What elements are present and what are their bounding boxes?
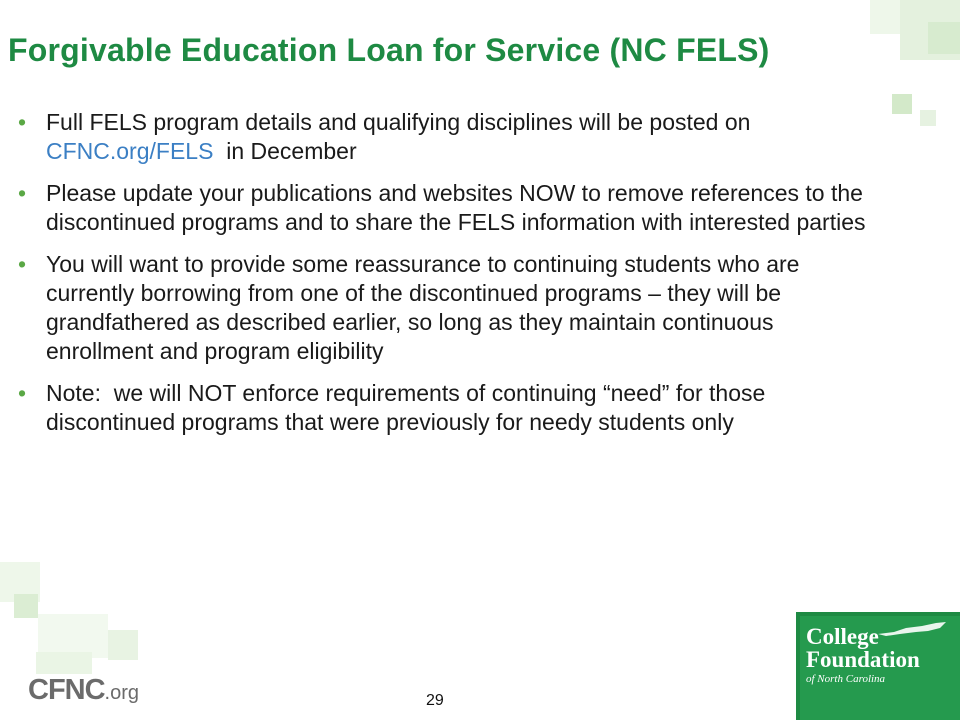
bullet-dot: • xyxy=(18,109,27,135)
decorative-square xyxy=(36,652,92,674)
cf-logo-line3: of North Carolina xyxy=(806,673,886,685)
decorative-square xyxy=(14,594,38,618)
bullet-text: in December xyxy=(213,138,357,164)
decorative-square xyxy=(920,110,936,126)
decorative-square xyxy=(108,630,138,660)
decorative-square xyxy=(892,94,912,114)
cfnc-logo xyxy=(28,674,139,707)
bullet-dot: • xyxy=(18,251,27,277)
fels-link[interactable]: CFNC.org/FELS xyxy=(46,138,214,164)
bullet-text: Please update your publications and websites NOW to remove references to the discontinued programs and to share the FELS information with interested parties xyxy=(46,180,866,235)
cf-logo-line2: Foundation xyxy=(806,647,920,672)
page-number: 29 xyxy=(426,692,444,709)
nc-state-outline-icon xyxy=(876,620,948,638)
college-foundation-logo xyxy=(806,626,956,686)
slide-title: Forgivable Education Loan for Service (NC FELS) xyxy=(8,32,770,68)
bullet-dot: • xyxy=(18,180,27,206)
cf-logo-line1: College xyxy=(806,624,879,649)
bullet-item xyxy=(18,250,878,366)
cfnc-logo-suffix: .org xyxy=(104,682,140,704)
bullet-item xyxy=(18,379,878,437)
bullet-text: Full FELS program details and qualifying disciplines will be posted on xyxy=(46,109,751,135)
bullet-text: Note: we will NOT enforce requirements of continuing “need” for those discontinued programs that were previously for needy students only xyxy=(46,380,772,435)
bullet-list xyxy=(18,108,878,450)
cfnc-logo-main: CFNC xyxy=(28,674,105,706)
bullet-text: You will want to provide some reassurance to continuing students who are currently borrowing from one of the discontinued programs – they will be grandfathered as described earlier, so long as they maintain continuous enrollment and program eligibility xyxy=(46,251,800,364)
bullet-item xyxy=(18,179,878,237)
bullet-item xyxy=(18,108,878,166)
bullet-dot: • xyxy=(18,380,27,406)
